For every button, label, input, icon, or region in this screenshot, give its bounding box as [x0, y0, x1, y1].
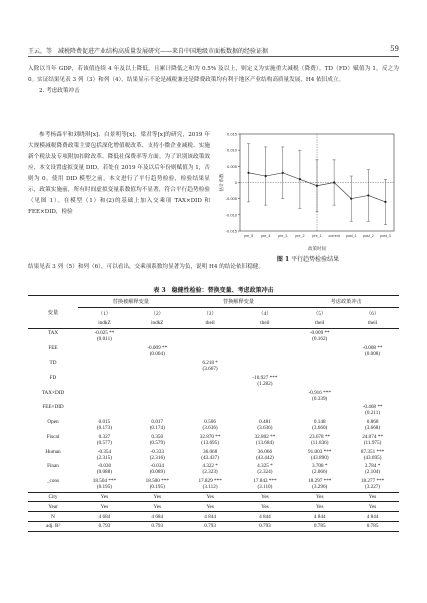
row-label [28, 440, 78, 447]
table-cell: (11.836) [310, 439, 329, 446]
page-number: 59 [390, 45, 399, 53]
column-number: （1） [97, 311, 111, 317]
table-cell [78, 388, 131, 395]
table-cell: (2.316) [149, 454, 165, 461]
table-cell: 18.500 *** [145, 478, 169, 485]
table-cell [131, 359, 184, 366]
table-cell [293, 410, 346, 417]
table-cell [293, 344, 346, 351]
table-cell [346, 388, 399, 395]
table-cell: (0.195) [149, 484, 165, 491]
table-cell: 0.793 [98, 523, 111, 530]
row-label: _cons [46, 478, 60, 485]
table-cell [78, 351, 131, 358]
data-point [282, 172, 284, 174]
table-cell: 32.870 ** [199, 433, 221, 440]
table-cell [184, 336, 237, 343]
table-cell [237, 403, 294, 410]
row-label: Finan [47, 463, 59, 470]
bottom-paragraph [28, 262, 399, 273]
data-point [265, 175, 267, 177]
table-cell [293, 403, 346, 410]
group-header: 考虑政策冲击 [293, 296, 399, 308]
table-cell: Yes [153, 503, 162, 510]
table-cell: (11.975) [363, 439, 382, 446]
row-label: TAX×DID [41, 389, 65, 396]
table-cell [78, 373, 131, 380]
row-label: adj. R² [46, 523, 60, 530]
table-cell: Yes [261, 503, 269, 510]
column-dependent-var: theil [205, 320, 215, 326]
y-axis-label: 估计系数 [220, 173, 225, 192]
table-cell: (3.667) [202, 365, 218, 372]
table-cell: (0.577) [96, 439, 112, 446]
table-cell: (0.011) [96, 336, 112, 343]
table-cell: Yes [100, 493, 109, 500]
table-cell [237, 329, 294, 337]
table-cell [131, 336, 184, 343]
table-cell [237, 344, 294, 351]
table-cell: 4 844 [313, 513, 326, 520]
column-dependent-var: theil [367, 320, 378, 326]
table-cell: 0.015 [98, 419, 111, 426]
group-header: 替换解释变量 [184, 296, 294, 308]
table-cell [184, 388, 237, 395]
table-cell: -0.354 [97, 448, 112, 455]
table-cell: (3.668) [365, 425, 381, 432]
table-row-se [28, 336, 399, 343]
table-cell [78, 381, 131, 388]
table-cell: 4 684 [98, 513, 111, 520]
table-cell: 4 684 [151, 513, 164, 520]
table-row-se [28, 351, 399, 358]
table-cell: 4.322 * [202, 463, 218, 470]
row-label [28, 336, 78, 343]
table-cell [78, 403, 131, 410]
table-row-coef [28, 447, 399, 454]
column-number: （2） [150, 311, 164, 317]
table-cell: 0.350 [151, 433, 164, 440]
column-dependent-var: indkZ [151, 320, 164, 326]
table-cell: 0.327 [98, 433, 111, 440]
column-dependent-var: indkZ [98, 320, 111, 326]
table-row-se [28, 484, 399, 492]
table-cell [346, 336, 399, 343]
table-cell: 32.802 ** [254, 433, 276, 440]
table-cell: Yes [368, 503, 377, 510]
table-cell: (43.442) [256, 454, 274, 461]
table-cell: -0.034 [150, 463, 164, 470]
table-cell [237, 366, 294, 373]
table-cell [237, 351, 294, 358]
data-point [247, 172, 249, 174]
table-cell: (2.323) [202, 469, 218, 476]
column-dependent-var: theil [315, 320, 325, 326]
table-row-coef [28, 359, 399, 366]
table-cell [293, 373, 346, 380]
left-column-text [28, 130, 210, 218]
table-cell [184, 344, 237, 351]
table-cell: (43.695) [363, 454, 382, 461]
x-tick-label: pre_5 [243, 234, 254, 238]
table-cell: Yes [206, 503, 214, 510]
table-cell: 4 844 [366, 513, 379, 520]
x-tick-label: pre_3 [278, 234, 288, 238]
var-header: 变量 [28, 296, 78, 329]
intro-paragraph [28, 64, 399, 97]
running-header [28, 44, 399, 57]
table-cell [78, 359, 131, 366]
table-cell [131, 388, 184, 395]
table-cell: (43.890) [310, 454, 329, 461]
row-label [28, 366, 78, 373]
table-cell: (0.088) [96, 469, 112, 476]
row-label: Human [45, 448, 61, 455]
table-cell [237, 396, 294, 403]
table-cell: Yes [153, 493, 162, 500]
table-cell [184, 329, 237, 337]
table-cell: Yes [261, 493, 269, 500]
table-cell: 0.785 [313, 523, 326, 530]
table-cell [293, 366, 346, 373]
table-cell: (2.066) [312, 469, 328, 476]
table-cell: 36.068 [202, 448, 218, 455]
chart-svg [216, 128, 400, 253]
table-cell [78, 344, 131, 351]
table-cell: -0.030 [97, 463, 112, 470]
table-cell: (0.174) [149, 425, 165, 432]
table-cell: 3.708 * [311, 463, 328, 470]
data-point [333, 181, 335, 183]
table-cell [131, 329, 184, 337]
table-row-n [28, 512, 399, 522]
table-cell: 0.868 [366, 419, 379, 426]
figure-label: 图 1 [276, 256, 290, 263]
x-tick-label: pre_4 [261, 234, 271, 238]
table-cell [78, 410, 131, 417]
row-label [28, 425, 78, 432]
table-cell: 36.066 [257, 448, 273, 455]
table-cell [184, 403, 237, 410]
table-cell: (3.636) [257, 425, 273, 432]
y-tick-label: -0.005 [225, 196, 237, 202]
table-cell: (0.339) [312, 395, 328, 402]
table-cell: 4.325 * [257, 463, 273, 470]
table-cell: 3.784 * [364, 463, 381, 470]
row-label [28, 396, 78, 403]
data-point [384, 201, 386, 203]
table-cell [131, 381, 184, 388]
table-cell [293, 359, 346, 366]
table-row-coef [28, 329, 399, 337]
table-row-se [28, 425, 399, 432]
row-label: FEE [48, 345, 58, 352]
table-cell [78, 366, 131, 373]
y-tick-label: 0.010 [226, 147, 237, 153]
row-label: Open [47, 419, 59, 426]
table-cell: (2.324) [257, 469, 273, 476]
x-tick-label: pre_1 [312, 234, 322, 238]
table-cell: Yes [100, 503, 109, 510]
bottom-text: 结果见表 3 列（5）和列（6），可以看出，交乘项系数均显著为负，说明 H4 的结论依旧稳健。 [28, 264, 264, 270]
table-cell: (3.296) [312, 484, 328, 491]
table-cell: (2.104) [365, 469, 381, 476]
table-row-coef [28, 432, 399, 439]
data-point [299, 178, 301, 180]
row-label [28, 410, 78, 417]
col-paragraph: 参考杨森平和刘晓琪[x]、白景明等[x]、梁君等[x]的研究，2019 年大规模减税降费政策主要包括深化增值税改革、支持小微企业减税、实施新个税法及专项附加扣除改革、降低社保费率等方面。为了识别该政策效应，本文设置虚拟变量 DID，若处在 2019 年及以后年份则赋值为 1，否则为 0。使用 DID 模型之前，本文进行了平行趋势检验，检验结果显示，政策实施前，所有时间虚拟变量系数值均不显著，符合平行趋势检验（见图 1）。在模型（1）和(2)的基础上加入交乘项 TAX×DID 和 FEE×DID，检验 [28, 132, 210, 215]
table-cell [78, 396, 131, 403]
table-cell: 0.017 [151, 419, 164, 426]
table-cell: 0.148 [313, 419, 326, 426]
table-cell: 17.843 *** [253, 478, 277, 485]
row-label: City [48, 493, 58, 500]
table-cell: Yes [315, 493, 324, 500]
table-cell [184, 381, 237, 388]
table-cell: Yes [206, 493, 214, 500]
table-cell: -0.008 ** [362, 345, 383, 352]
table-row-coef [28, 388, 399, 395]
row-label [28, 381, 78, 388]
row-label: TD [49, 359, 57, 366]
table-cell: (43.437) [201, 454, 219, 461]
table-cell: 17.829 *** [198, 478, 222, 485]
column-dependent-var: theil [260, 320, 270, 326]
row-label [28, 484, 78, 492]
table-cell [237, 359, 294, 366]
table-row-se [28, 396, 399, 403]
table-cell: 4 844 [204, 513, 216, 520]
table-cell: 18.297 *** [308, 478, 332, 485]
table-cell: -10.927 *** [252, 374, 278, 381]
table-cell: (0.211) [365, 410, 381, 417]
table-cell [184, 373, 237, 380]
column-number: （6） [366, 311, 380, 317]
table-row-city [28, 492, 399, 502]
parallel-trend-chart [216, 128, 400, 253]
table-cell: 91.003 *** [308, 448, 332, 455]
table-cell: (0.004) [149, 351, 165, 358]
table-cell [293, 351, 346, 358]
table-cell [346, 366, 399, 373]
table-row-se [28, 410, 399, 417]
table-cell: (0.173) [96, 425, 112, 432]
table-cell [293, 381, 346, 388]
row-label: Fiscal [46, 433, 60, 440]
table-row-se [28, 469, 399, 476]
table-cell: 0.785 [366, 523, 379, 530]
table-cell: 0.506 [204, 419, 216, 426]
table-cell [346, 359, 399, 366]
table-row-coef [28, 418, 399, 425]
table-cell: 0.793 [259, 523, 271, 530]
table-cell [184, 396, 237, 403]
y-tick-label: -0.010 [225, 212, 237, 218]
table-cell: 4 844 [259, 513, 271, 520]
table-cell: (2.315) [96, 454, 112, 461]
table-cell: 0.793 [204, 523, 216, 530]
table-cell: (13.684) [256, 439, 274, 446]
row-label: N [51, 513, 55, 520]
row-label [28, 469, 78, 476]
table-cell: 23.678 ** [309, 433, 331, 440]
table-cell: (0.089) [149, 469, 165, 476]
table-cell: (3.227) [365, 484, 381, 491]
table-row-coef [28, 403, 399, 410]
table-cell: (3.636) [202, 425, 218, 432]
table-cell: (13.695) [201, 439, 219, 446]
table-cell: 18.504 *** [92, 478, 117, 485]
table-cell: (0.579) [149, 439, 165, 446]
row-label: Year [48, 503, 58, 510]
y-tick-label: 0.015 [226, 131, 237, 137]
table-cell: -0.333 [150, 448, 164, 455]
table-row-se [28, 455, 399, 462]
section-heading: 2. 考虑政策冲击 [39, 88, 80, 94]
table-row-se [28, 366, 399, 373]
table-cell [131, 396, 184, 403]
table-cell [237, 410, 294, 417]
table-cell: (3.660) [312, 425, 328, 432]
table-row-coef [28, 344, 399, 351]
intro-text: 入除以当年 GDP，若该值连续 4 年及以上降低，且累计降低之和为 0.5% 及以上，则定义为实施重大减税（降费）。TD（FD）赋值为 1，反之为 0。实证结果见表 3 列（3）和列（4），结果显示不论是减税兼还是降费政策均有利于地区产业结构高质量发展，H4 依旧成立。 [28, 66, 399, 83]
table-cell [131, 366, 184, 373]
table-cell: -0.009 ** [309, 330, 330, 337]
row-label [28, 351, 78, 358]
column-number: （4） [258, 311, 272, 317]
row-label [28, 455, 78, 462]
table-cell: -0.468 ** [362, 404, 383, 411]
row-label: FEE×DID [42, 404, 64, 411]
x-tick-label: post_2 [362, 234, 374, 238]
table-cell: 0.481 [259, 419, 271, 426]
table-cell: Yes [315, 503, 324, 510]
table-cell: 6.218 * [202, 359, 218, 366]
row-label: FD [49, 374, 57, 381]
table-cell: (3.112) [202, 484, 218, 491]
running-title: 王云，等 减税降费促进产业结构高质量发展研究——来自中国地级市面板数据的经验证据 [28, 48, 269, 55]
table-cell: 24.074 ** [362, 433, 383, 440]
table-cell [237, 336, 294, 343]
table-cell [184, 351, 237, 358]
table-row-se [28, 381, 399, 388]
table-cell: 0.793 [151, 523, 164, 530]
table-cell [346, 329, 399, 337]
group-header: 替换被解释变量 [78, 296, 184, 308]
figure-caption-text: 平行趋势检验结果 [291, 256, 340, 263]
table-row-coef [28, 373, 399, 380]
table-cell: -0.916 *** [308, 389, 331, 396]
table-cell: (1.282) [257, 380, 273, 387]
table-cell: (0.162) [312, 336, 328, 343]
y-tick-label: 0.005 [226, 163, 237, 169]
table-cell: (0.195) [96, 484, 112, 491]
table-cell: -0.025 ** [94, 330, 115, 337]
robustness-table [28, 295, 399, 532]
table-cell [346, 373, 399, 380]
x-tick-label: current [328, 234, 340, 238]
x-axis-label: 政策时间 [308, 247, 326, 252]
x-tick-label: post_1 [345, 234, 357, 238]
table-row-r2 [28, 521, 399, 531]
table-row-year [28, 502, 399, 512]
table-cell: (0.008) [365, 351, 381, 358]
data-point [316, 185, 318, 187]
data-point [367, 194, 369, 196]
y-tick-label: 0 [234, 180, 237, 185]
column-number: （3） [203, 311, 217, 317]
table-cell [346, 381, 399, 388]
table-row-se [28, 440, 399, 447]
table-cell [184, 410, 237, 417]
data-point [350, 198, 352, 200]
table-cell: Yes [368, 493, 377, 500]
table-cell [237, 388, 294, 395]
table-cell: 18.277 *** [360, 478, 385, 485]
x-tick-label: post_3 [380, 234, 391, 238]
table-cell [131, 373, 184, 380]
column-number: （5） [313, 311, 327, 317]
table-cell [131, 403, 184, 410]
table-cell [131, 410, 184, 417]
table-cell: -0.009 ** [147, 345, 168, 352]
table-cell: 87.351 *** [360, 448, 385, 455]
row-label: TAX [47, 330, 59, 337]
table-cell: (3.110) [257, 484, 273, 491]
x-tick-label: pre_2 [295, 234, 305, 238]
table-cell [346, 396, 399, 403]
table-caption: 表 3 稳健性检验：替换变量、考虑政策冲击 [153, 287, 274, 294]
y-tick-label: -0.015 [225, 228, 237, 234]
